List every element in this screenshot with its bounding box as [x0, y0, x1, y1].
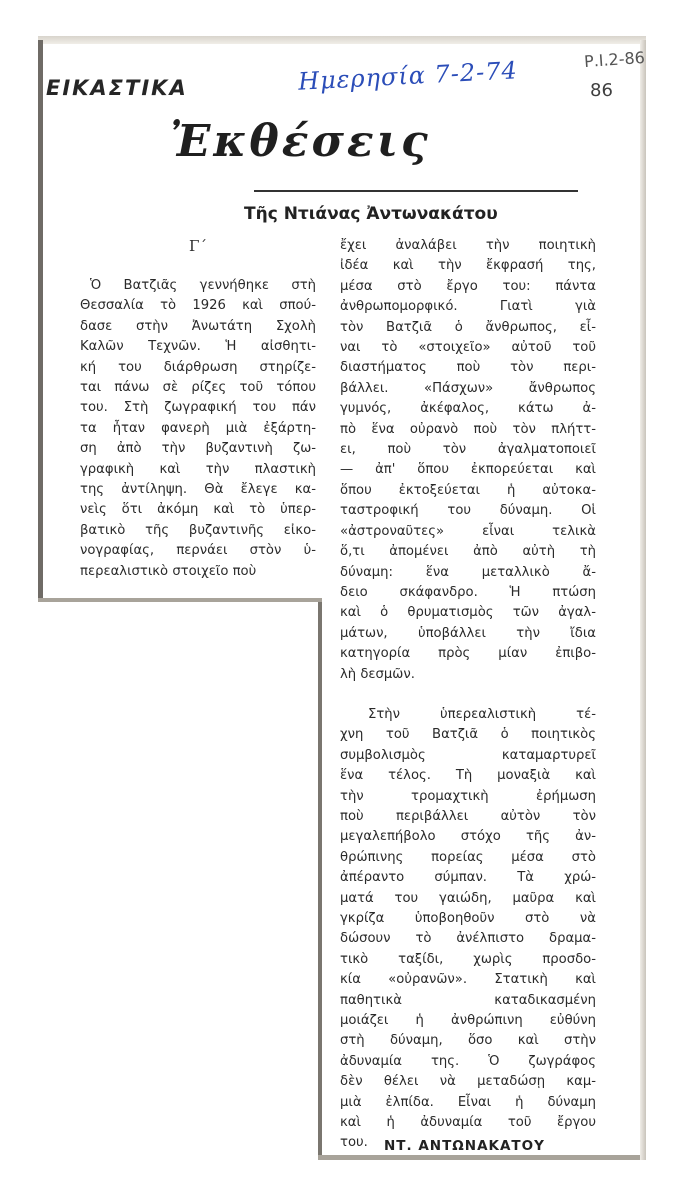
clipping-left-edge-upper: [38, 40, 43, 600]
article-title: Ἐκθέσεις: [170, 116, 431, 167]
text-line: τα ἦταν φανερὴ μιὰ ἐξάρτη-: [80, 420, 316, 436]
text-line: μέσα στὸ ἔργο του: πάντα: [340, 278, 596, 294]
text-line: καὶ ὁ θρυματισμὸς τῶν ἀγαλ-: [340, 605, 596, 621]
text-line: Στὴν ὑπερεαλιστικὴ τέ-: [368, 706, 596, 722]
text-line: ση ἀπὸ τὴν βυζαντινὴ ζω-: [80, 441, 316, 457]
text-line: μάτων, ὑποβάλλει τὴν ἴδια: [340, 625, 596, 641]
text-line: ἀνθρωπομορφικό. Γιατὶ γιὰ: [340, 299, 596, 315]
archive-ref-number: 86: [590, 80, 613, 101]
right-column-paragraph-2: [340, 705, 596, 1154]
text-line: γκρίζα ὑποβοηθοῦν στὸ νὰ: [340, 911, 596, 926]
text-line: βατικὸ τῆς βυζαντινῆς εἰκο-: [80, 522, 316, 538]
text-line: της ἀντίληψη. Θὰ ἔλεγε κα-: [80, 482, 316, 498]
text-line: ποὺ περιβάλλει αὐτὸν τὸν: [340, 808, 596, 824]
text-line: δύναμη: ἕνα μεταλλικὸ ἄ-: [340, 564, 596, 580]
left-column: [80, 236, 316, 582]
clipping-right-edge: [640, 40, 646, 1160]
text-line: ἕνα τέλος. Τὴ μοναξιὰ καὶ: [340, 768, 596, 784]
text-line: λὴ δεσμῶν.: [340, 666, 415, 682]
text-line: περεαλιστικὸ στοιχεῖο ποὺ: [80, 563, 257, 579]
title-rule: [254, 190, 578, 192]
text-line: ται πάνω σὲ ρίζες τοῦ τόπου: [80, 380, 316, 396]
chapter-marker: Γ΄: [189, 237, 207, 255]
text-line: ἀδυναμία της. Ὁ ζωγράφος: [340, 1053, 596, 1069]
right-column: [340, 236, 596, 1154]
text-line: κία «οὐρανῶν». Στατικὴ καὶ: [340, 972, 596, 988]
text-line: δειο σκάφανδρο. Ἡ πτώση: [340, 584, 596, 600]
text-line: γραφικὴ καὶ τὴν πλαστικὴ: [80, 461, 316, 477]
section-label: ΕΙΚΑΣΤΙΚΑ: [46, 76, 188, 100]
text-line: δώσουν τὸ ἀνέλπιστο δραμα-: [340, 931, 596, 947]
text-line: μιὰ ἐλπίδα. Εἶναι ἡ δύναμη: [340, 1094, 596, 1110]
text-line: ταστροφική του δύναμη. Οἱ: [340, 503, 596, 519]
text-line: του.: [340, 1135, 368, 1151]
text-line: χνη τοῦ Βατζιᾶ ὁ ποιητικὸς: [340, 727, 596, 743]
text-line: τὴν τρομαχτικὴ ἐρήμωση: [340, 788, 596, 804]
right-column-paragraph-1: [340, 236, 596, 685]
text-line: ματά του γαιώδη, μαῦρα καὶ: [340, 890, 596, 906]
text-line: τικὸ ταξίδι, χωρὶς προσδο-: [340, 951, 596, 967]
clipping-step-edge: [38, 598, 322, 602]
text-line: δὲν θέλει νὰ μεταδώσῃ καμ-: [340, 1074, 596, 1090]
handwritten-source-date: Ημερησία 7-2-74: [297, 56, 519, 96]
text-line: συμβολισμὸς καταμαρτυρεῖ: [340, 747, 596, 763]
text-line: δασε στὴν Ἀνωτάτη Σχολὴ: [80, 318, 316, 334]
author-signature: ΝΤ. ΑΝΤΩΝΑΚΑΤΟΥ: [384, 1138, 545, 1154]
text-line: ει, ποὺ τὸν ἀγαλματοποιεῖ: [340, 442, 596, 458]
text-line: Καλῶν Τεχνῶν. Ἡ αἰσθητι-: [80, 339, 316, 355]
left-column-text: [80, 276, 316, 582]
text-line: κατηγορία πρὸς μίαν ἐπιβο-: [340, 646, 596, 662]
text-line: πὸ ἕνα οὐρανὸ ποὺ τὸν πλήττ-: [340, 421, 596, 437]
text-line: Ὁ Βατζιᾶς γεννήθηκε στὴ: [90, 278, 316, 293]
text-line: ὅπου ἐκτοξεύεται ἡ αὐτοκα-: [340, 482, 596, 498]
text-line: παθητικὰ καταδικασμένη: [340, 992, 596, 1008]
text-line: Θεσσαλία τὸ 1926 καὶ σπού-: [80, 298, 316, 314]
text-line: διαστήματος ποὺ τὸν περι-: [340, 360, 596, 376]
text-line: γυμνός, ἀκέφαλος, κάτω ἀ-: [340, 401, 596, 417]
text-line: μεγαλεπήβολο στόχο τῆς ἀν-: [340, 829, 596, 845]
text-line: του. Στὴ ζωγραφική του πάν: [80, 400, 316, 416]
archive-ref-code: Ρ.Ι.2-86: [583, 47, 646, 72]
text-line: ἔχει ἀναλάβει τὴν ποιητικὴ: [340, 238, 596, 253]
text-line: νεὶς ὅτι ἀκόμη καὶ τὸ ὑπερ-: [80, 502, 316, 518]
article-byline: Τῆς Ντιάνας Ἀντωνακάτου: [244, 204, 498, 224]
clipping-left-edge-lower: [318, 602, 322, 1160]
clipping-top-edge: [38, 36, 646, 44]
text-line: καὶ ἡ ἀδυναμία τοῦ ἔργου: [340, 1115, 596, 1131]
text-line: νογραφίας, περνάει στὸν ὑ-: [80, 543, 316, 559]
text-line: ἀπέραντο σύμπαν. Τὰ χρώ-: [340, 870, 596, 886]
text-line: ὅ,τι ἀπομένει ἀπὸ αὐτὴ τὴ: [340, 544, 596, 560]
text-line: στὴ δύναμη, ὅσο καὶ στὴν: [340, 1033, 596, 1049]
clipping-bottom-edge: [318, 1155, 646, 1160]
text-line: κή του διάρθρωση στηρίζε-: [80, 359, 316, 375]
text-line: ἰδέα καὶ τὴν ἔκφρασή της,: [340, 258, 596, 274]
text-line: τὸν Βατζιᾶ ὁ ἄνθρωπος, εἶ-: [340, 319, 596, 335]
text-line: — ἀπ' ὅπου ἐκπορεύεται καὶ: [340, 462, 596, 478]
text-line: «ἀστροναῦτες» εἶναι τελικὰ: [340, 523, 596, 539]
text-line: βάλλει. «Πάσχων» ἄνθρωπος: [340, 380, 596, 396]
text-line: ναι τὸ «στοιχεῖο» αὐτοῦ τοῦ: [340, 340, 596, 356]
text-line: μοιάζει ἡ ἀνθρώπινη εὐθύνη: [340, 1013, 596, 1029]
text-line: θρώπινης πορείας μέσα στὸ: [340, 849, 596, 865]
